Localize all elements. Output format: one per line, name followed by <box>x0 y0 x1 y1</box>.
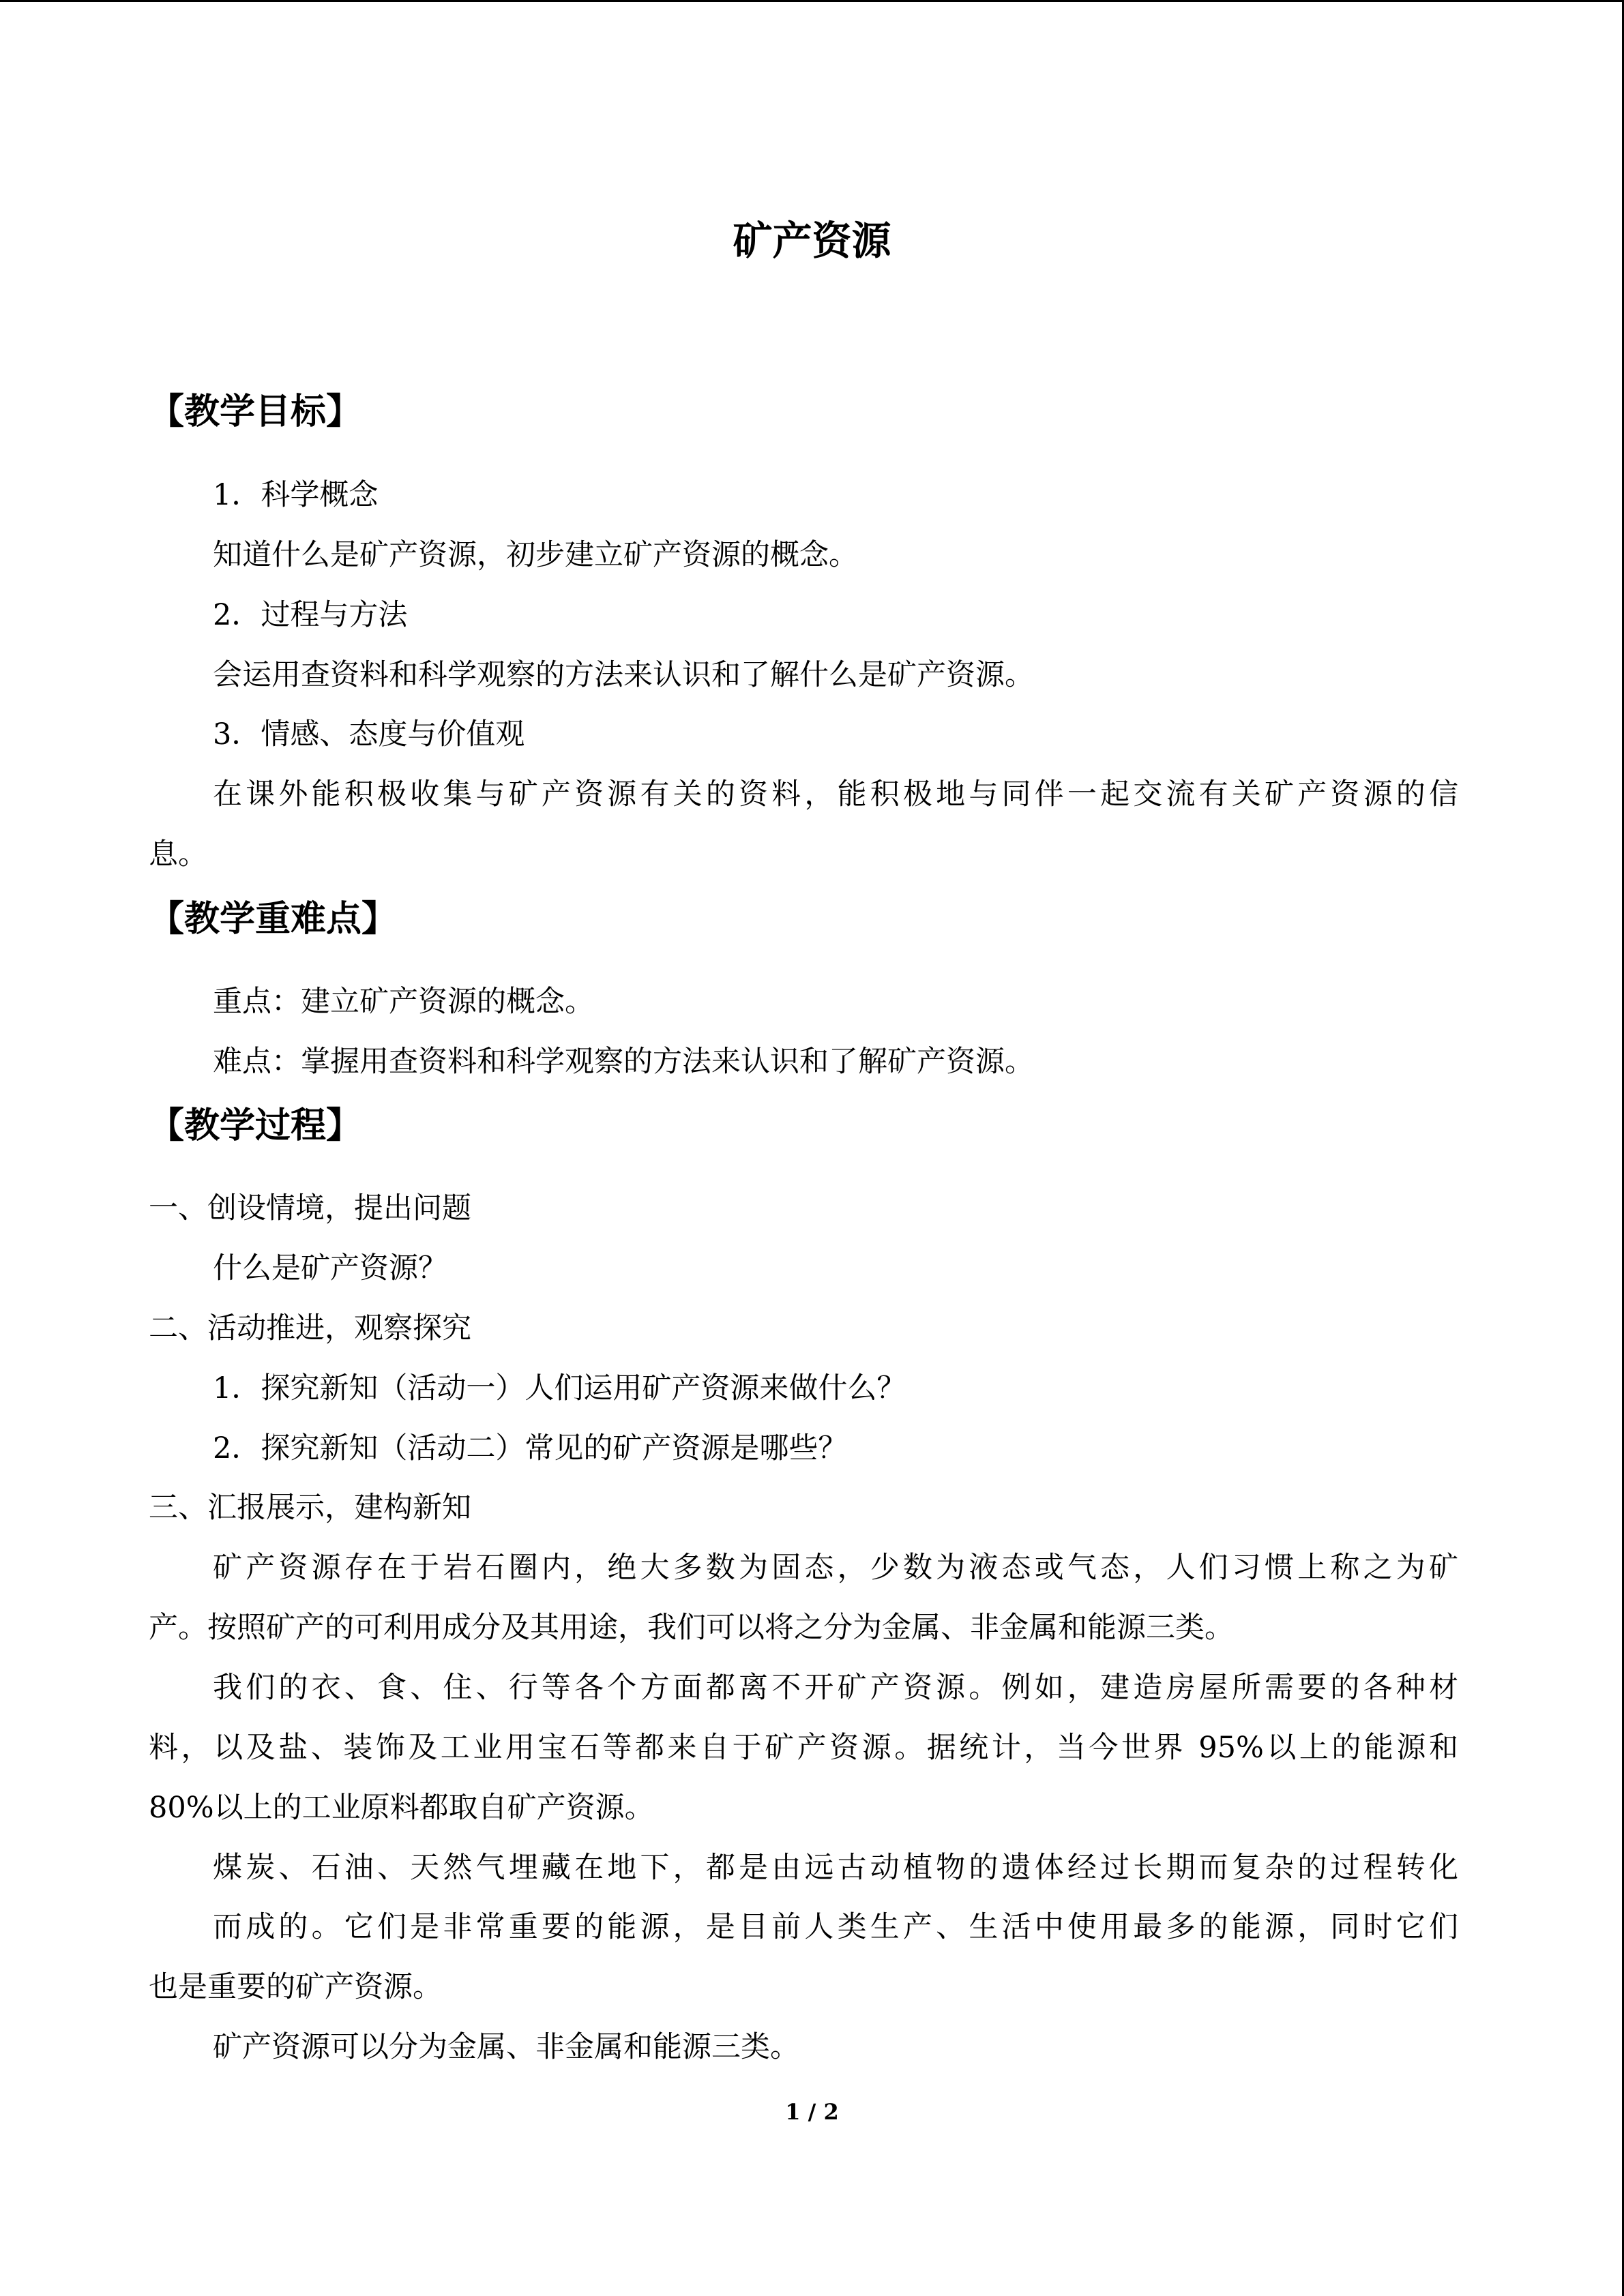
process-step-1: 一、创设情境，提出问题 <box>149 1191 471 1225</box>
paragraph-1-line2: 产。按照矿产的可利用成分及其用途，我们可以将之分为金属、非金属和能源三类。 <box>149 1611 1234 1645</box>
process-step-1-question: 什么是矿产资源？ <box>213 1251 447 1285</box>
process-step-2-activity-2: 2．探究新知（活动二）常见的矿产资源是哪些？ <box>213 1431 848 1465</box>
process-step-2-activity-1: 1．探究新知（活动一）人们运用矿产资源来做什么？ <box>213 1371 906 1405</box>
objective-3-text-line1: 在课外能积极收集与矿产资源有关的资料，能积极地与同伴一起交流有关矿产资源的信 <box>213 777 1458 811</box>
objective-2-text: 会运用查资料和科学观察的方法来认识和了解什么是矿产资源。 <box>213 658 1034 692</box>
objective-1-text: 知道什么是矿产资源，初步建立矿产资源的概念。 <box>213 538 858 572</box>
section-heading-process: 【教学过程】 <box>149 1105 362 1146</box>
paragraph-2-line2: 料，以及盐、装饰及工业用宝石等都来自于矿产资源。据统计，当今世界 95%以上的能源和 <box>149 1731 1458 1765</box>
objective-3-text-line2: 息。 <box>149 837 207 871</box>
paragraph-1-line1: 矿产资源存在于岩石圈内，绝大多数为固态，少数为液态或气态，人们习惯上称之为矿 <box>213 1551 1458 1585</box>
paragraph-2-line3: 80%以上的工业原料都取自矿产资源。 <box>149 1791 654 1825</box>
section-heading-key-points: 【教学重难点】 <box>149 898 398 940</box>
page-border-top <box>0 0 1624 2</box>
objective-1-title: 1．科学概念 <box>213 478 379 512</box>
paragraph-3-line3: 也是重要的矿产资源。 <box>149 1970 442 2004</box>
objective-3-title: 3．情感、态度与价值观 <box>213 717 525 751</box>
paragraph-3-line2: 而成的。它们是非常重要的能源，是目前人类生产、生活中使用最多的能源，同时它们 <box>213 1910 1458 1944</box>
paragraph-2-line1: 我们的衣、食、住、行等各个方面都离不开矿产资源。例如，建造房屋所需要的各种材 <box>213 1671 1458 1705</box>
objective-2-title: 2．过程与方法 <box>213 598 408 632</box>
key-point-difficulty: 难点：掌握用查资料和科学观察的方法来认识和了解矿产资源。 <box>213 1045 1034 1079</box>
page-title: 矿产资源 <box>733 218 891 264</box>
paragraph-4-line1: 矿产资源可以分为金属、非金属和能源三类。 <box>213 2030 799 2064</box>
key-point-focus: 重点：建立矿产资源的概念。 <box>213 985 594 1019</box>
paragraph-3-line1: 煤炭、石油、天然气埋藏在地下，都是由远古动植物的遗体经过长期而复杂的过程转化 <box>213 1851 1458 1885</box>
process-step-2: 二、活动推进，观察探究 <box>149 1311 471 1345</box>
process-step-3: 三、汇报展示，建构新知 <box>149 1491 471 1525</box>
section-heading-objectives: 【教学目标】 <box>149 391 362 432</box>
page-number: 1 / 2 <box>785 2099 839 2125</box>
